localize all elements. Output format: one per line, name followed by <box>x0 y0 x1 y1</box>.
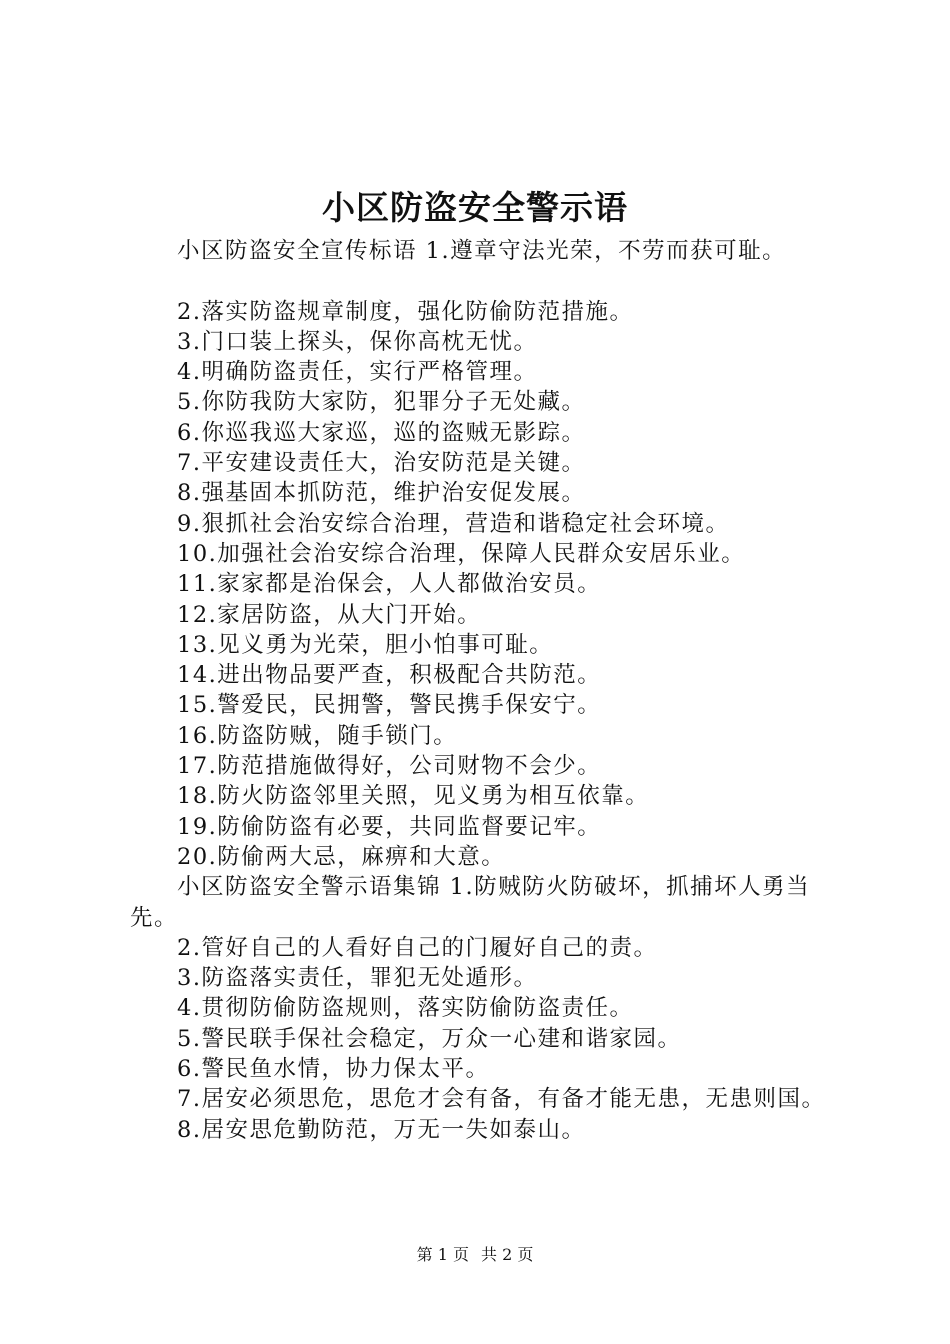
paragraph: 2.管好自己的人看好自己的门履好自己的责。 <box>177 934 658 961</box>
paragraph: 9.狠抓社会治安综合治理，营造和谐稳定社会环境。 <box>177 510 730 537</box>
paragraph: 20.防偷两大忌，麻痹和大意。 <box>177 843 506 870</box>
page-total: 共 2 页 <box>481 1245 534 1264</box>
paragraph: 16.防盗防贼，随手锁门。 <box>177 722 458 749</box>
paragraph: 4.明确防盗责任，实行严格管理。 <box>177 359 538 386</box>
paragraph: 11.家家都是治保会，人人都做治安员。 <box>177 571 602 598</box>
paragraph: 13.见义勇为光荣，胆小怕事可耻。 <box>177 631 554 658</box>
paragraph: 5.警民联手保社会稳定，万众一心建和谐家园。 <box>177 1025 682 1052</box>
paragraph: 5.你防我防大家防，犯罪分子无处藏。 <box>177 389 586 416</box>
blank-line <box>130 266 835 296</box>
paragraph: 17.防范措施做得好，公司财物不会少。 <box>177 753 602 780</box>
paragraph: 18.防火防盗邻里关照，见义勇为相互依靠。 <box>177 783 650 810</box>
paragraph: 3.门口装上探头，保你高枕无忧。 <box>177 328 538 355</box>
paragraph: 3.防盗落实责任，罪犯无处遁形。 <box>177 965 538 992</box>
document-title: 小区防盗安全警示语 <box>322 188 628 227</box>
paragraph: 4.贯彻防偷防盗规则，落实防偷防盗责任。 <box>177 995 634 1022</box>
paragraph: 19.防偷防盗有必要，共同监督要记牢。 <box>177 813 602 840</box>
page-footer <box>0 1244 950 1266</box>
paragraph: 小区防盗安全警示语集锦 1.防贼防火防破坏，抓捕坏人勇当先。 <box>130 874 811 931</box>
document-body <box>130 236 835 1145</box>
paragraph: 14.进出物品要严查，积极配合共防范。 <box>177 662 602 689</box>
paragraph: 2.落实防盗规章制度，强化防偷防范措施。 <box>177 298 634 325</box>
paragraph: 15.警爱民，民拥警，警民携手保安宁。 <box>177 692 602 719</box>
paragraph: 7.平安建设责任大，治安防范是关键。 <box>177 450 586 477</box>
paragraph: 8.居安思危勤防范，万无一失如泰山。 <box>177 1116 586 1143</box>
paragraph: 8.强基固本抓防范，维护治安促发展。 <box>177 480 586 507</box>
paragraph: 6.你巡我巡大家巡，巡的盗贼无影踪。 <box>177 419 586 446</box>
paragraph: 7.居安必须思危，思危才会有备，有备才能无患，无患则国。 <box>177 1086 826 1113</box>
paragraph: 12.家居防盗，从大门开始。 <box>177 601 482 628</box>
paragraph: 10.加强社会治安综合治理，保障人民群众安居乐业。 <box>177 540 746 567</box>
paragraph: 6.警民鱼水情，协力保太平。 <box>177 1056 490 1083</box>
page-number: 第 1 页 <box>416 1245 469 1264</box>
paragraph: 小区防盗安全宣传标语 1.遵章守法光荣，不劳而获可耻。 <box>177 238 787 264</box>
